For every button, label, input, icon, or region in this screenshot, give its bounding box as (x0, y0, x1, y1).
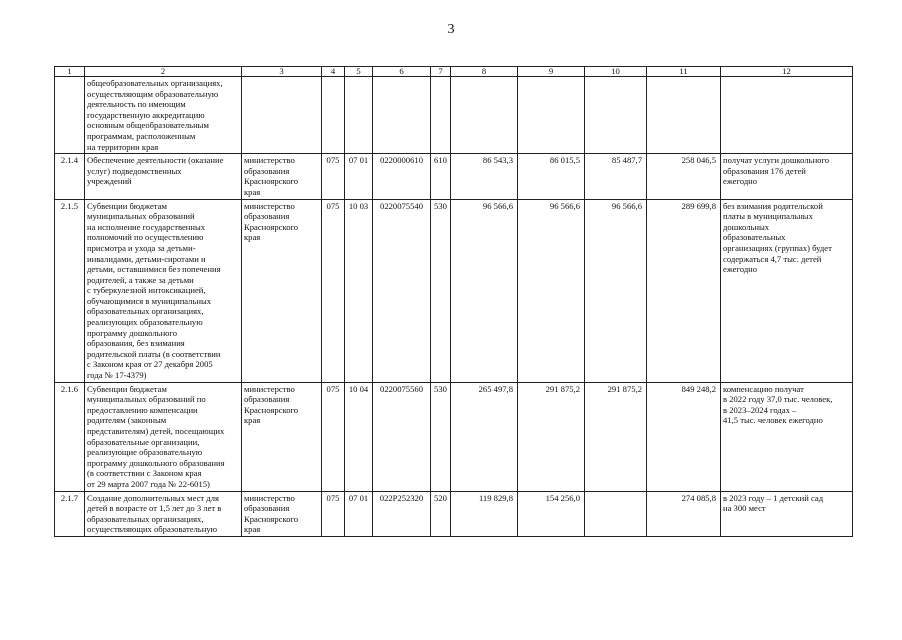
amount-2024: 85 487,7 (585, 154, 647, 199)
section-code: 07 01 (345, 154, 373, 199)
target-article-code: 0220075540 (373, 199, 431, 382)
amount-2024: 291 875,2 (585, 382, 647, 491)
column-number: 11 (647, 67, 721, 77)
row-number (55, 77, 85, 154)
measure-name: общеобразовательных организациях, осуществляющим образовательную деятельность по имеющим государственную аккредитацию основным общеобразовательным программам, расположенным на территории края (85, 77, 242, 154)
executor: министерство образования Красноярского края (242, 154, 322, 199)
measure-name: Обеспечение деятельности (оказание услуг) подведомственных учреждений (85, 154, 242, 199)
grbs-code (322, 77, 345, 154)
column-number: 12 (721, 67, 853, 77)
expense-type-code: 530 (431, 199, 451, 382)
page-number: 3 (447, 22, 455, 37)
measure-name: Создание дополнительных мест для детей в возрасте от 1,5 лет до 3 лет в образовательных организациях, осуществляющих образовательную (85, 491, 242, 536)
expected-result: получат услуги дошкольного образования 176 детей ежегодно (721, 154, 853, 199)
row-number: 2.1.7 (55, 491, 85, 536)
amount-2022: 96 566,6 (451, 199, 518, 382)
amount-2022: 86 543,3 (451, 154, 518, 199)
amount-total: 258 046,5 (647, 154, 721, 199)
column-number: 8 (451, 67, 518, 77)
amount-2023: 291 875,2 (518, 382, 585, 491)
column-number: 6 (373, 67, 431, 77)
amount-2024 (585, 77, 647, 154)
grbs-code: 075 (322, 199, 345, 382)
target-article-code (373, 77, 431, 154)
column-number: 3 (242, 67, 322, 77)
expected-result: компенсацию получат в 2022 году 37,0 тыс. человек, в 2023–2024 годах – 41,5 тыс. человек ежегодно (721, 382, 853, 491)
table-row (55, 491, 853, 536)
column-number: 2 (85, 67, 242, 77)
executor: министерство образования Красноярского края (242, 491, 322, 536)
expense-type-code: 610 (431, 154, 451, 199)
expense-type-code: 520 (431, 491, 451, 536)
table-row (55, 382, 853, 491)
expected-result: в 2023 году – 1 детский сад на 300 мест (721, 491, 853, 536)
table-header-row (55, 67, 853, 77)
expected-result (721, 77, 853, 154)
measure-name: Субвенции бюджетам муниципальных образований на исполнение государственных полномочий по осуществлению присмотра и ухода за детьми- инвалидами, детьми-сиротами и детьми, оставшимися без попечения родителей, а также за детьми с туберкулезной интоксикацией, обучающимися в муниципальных образовательных организациях, реализующих образовательную программу дошкольного образования, без взимания родительской платы (в соответствии с Законом края от 27 декабря 2005 года № 17-4379) (85, 199, 242, 382)
amount-total: 849 248,2 (647, 382, 721, 491)
executor: министерство образования Красноярского края (242, 382, 322, 491)
target-article-code: 0220075560 (373, 382, 431, 491)
amount-2022 (451, 77, 518, 154)
expected-result: без взимания родительской платы в муниципальных дошкольных образовательных организациях (группах) будет содержаться 4,7 тыс. детей ежегодно (721, 199, 853, 382)
row-number: 2.1.4 (55, 154, 85, 199)
table-row (55, 154, 853, 199)
amount-2023: 86 015,5 (518, 154, 585, 199)
expense-type-code: 530 (431, 382, 451, 491)
section-code: 07 01 (345, 491, 373, 536)
executor: министерство образования Красноярского края (242, 199, 322, 382)
section-code: 10 03 (345, 199, 373, 382)
amount-2022: 119 829,8 (451, 491, 518, 536)
grbs-code: 075 (322, 491, 345, 536)
column-number: 10 (585, 67, 647, 77)
amount-total (647, 77, 721, 154)
amount-total: 289 699,8 (647, 199, 721, 382)
amount-2023: 96 566,6 (518, 199, 585, 382)
amount-total: 274 085,8 (647, 491, 721, 536)
row-number: 2.1.5 (55, 199, 85, 382)
amount-2023 (518, 77, 585, 154)
row-number: 2.1.6 (55, 382, 85, 491)
amount-2022: 265 497,8 (451, 382, 518, 491)
section-code: 10 04 (345, 382, 373, 491)
column-number: 7 (431, 67, 451, 77)
column-number: 5 (345, 67, 373, 77)
section-code (345, 77, 373, 154)
target-article-code: 022P252320 (373, 491, 431, 536)
grbs-code: 075 (322, 382, 345, 491)
table-row (55, 199, 853, 382)
column-number: 9 (518, 67, 585, 77)
budget-table (54, 66, 853, 537)
measure-name: Субвенции бюджетам муниципальных образований по предоставлению компенсации родителям (законным представителям) детей, посещающих образовательные организации, реализующие образовательную программу дошкольного образования (в соответствии с Законом края от 29 марта 2007 года № 22-6015) (85, 382, 242, 491)
target-article-code: 0220000610 (373, 154, 431, 199)
amount-2024 (585, 491, 647, 536)
column-number: 4 (322, 67, 345, 77)
table-row (55, 77, 853, 154)
expense-type-code (431, 77, 451, 154)
column-number: 1 (55, 67, 85, 77)
grbs-code: 075 (322, 154, 345, 199)
amount-2024: 96 566,6 (585, 199, 647, 382)
amount-2023: 154 256,0 (518, 491, 585, 536)
executor (242, 77, 322, 154)
